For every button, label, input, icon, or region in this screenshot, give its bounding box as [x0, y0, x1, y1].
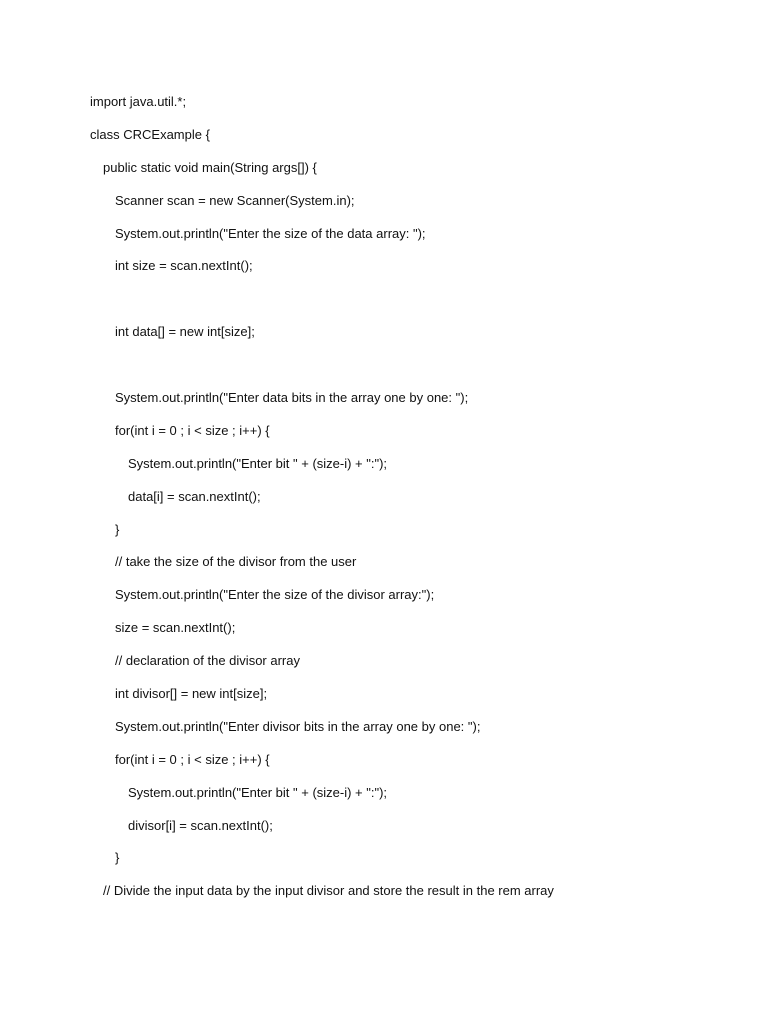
code-line: System.out.println("Enter data bits in the array one by one: "); [115, 390, 469, 406]
code-line: import java.util.*; [90, 94, 187, 109]
code-line: // Divide the input data by the input divisor and store the result in the rem array [103, 883, 554, 899]
blank-line [90, 355, 740, 388]
code-line: for(int i = 0 ; i < size ; i++) { [115, 751, 270, 767]
code-line: } [115, 521, 120, 537]
code-line: size = scan.nextInt(); [115, 620, 236, 636]
blank-line [90, 289, 740, 322]
code-line: System.out.println("Enter bit " + (size-i) + ":"); [128, 784, 388, 800]
code-line: System.out.println("Enter the size of the divisor array:"); [115, 587, 435, 603]
code-line: System.out.println("Enter bit " + (size-i) + ":"); [128, 455, 388, 471]
code-line: class CRCExample { [90, 126, 210, 142]
code-line: System.out.println("Enter divisor bits in the array one by one: "); [115, 718, 481, 734]
code-line: Scanner scan = new Scanner(System.in); [115, 192, 355, 208]
code-line: for(int i = 0 ; i < size ; i++) { [115, 422, 270, 438]
code-line: System.out.println("Enter the size of the data array: "); [115, 225, 426, 241]
code-line: int data[] = new int[size]; [115, 324, 255, 340]
code-line: int divisor[] = new int[size]; [115, 686, 268, 702]
code-line: // take the size of the divisor from the user [115, 554, 357, 570]
code-line: divisor[i] = scan.nextInt(); [128, 817, 273, 833]
code-line: } [115, 850, 120, 866]
code-line: // declaration of the divisor array [115, 653, 300, 669]
code-listing [90, 92, 740, 914]
code-line: data[i] = scan.nextInt(); [128, 488, 261, 504]
code-line: int size = scan.nextInt(); [115, 258, 253, 274]
code-line: public static void main(String args[]) { [103, 159, 317, 175]
